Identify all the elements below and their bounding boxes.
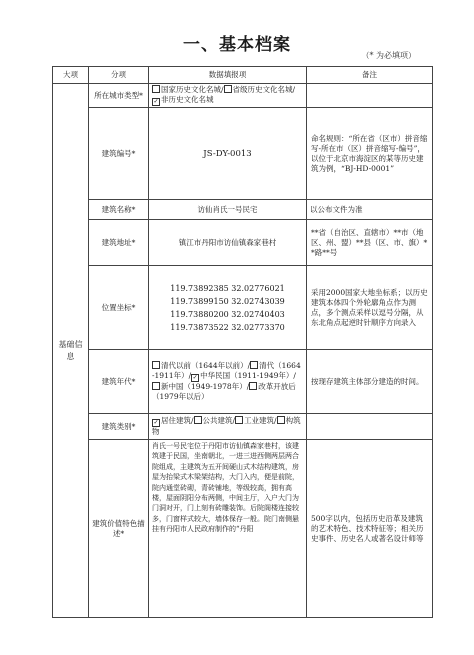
checkbox-option[interactable] [191,371,296,380]
note-city-type [307,84,433,108]
field-era: 建筑年代* [89,350,149,414]
checkbox-icon [152,85,160,93]
field-address: 建筑地址* [89,220,149,266]
value-coordinates [149,266,307,350]
row-era [53,350,433,414]
header-note: 备注 [307,67,433,84]
row-address [53,220,433,266]
checkbox-option[interactable] [152,361,250,370]
option-label: 非历史文化名城 [161,95,214,104]
option-label: 居住建筑/ [161,416,194,425]
checkbox-icon [249,382,257,390]
checkbox-option[interactable] [152,95,214,104]
row-coordinates [53,266,433,350]
row-building-type [53,414,433,440]
header-field: 分项 [89,67,149,84]
note-address: **省（自治区、直辖市）**市（地区、州、盟）**县（区、市、旗）**路**号 [307,220,433,266]
option-label: 清代以前（1644年以前）/ [161,361,251,370]
value-building-code: JS-DY-0013 [149,108,307,200]
field-coordinates: 位置坐标* [89,266,149,350]
field-building-name: 建筑名称* [89,200,149,220]
checkbox-icon [152,382,160,390]
note-building-type [307,414,433,440]
field-building-code: 建筑编号* [89,108,149,200]
value-address: 镇江市丹阳市访仙镇森家巷村 [149,220,307,266]
field-city-type: 所在城市类型* [89,84,149,108]
checkbox-icon [152,361,160,369]
options-era [149,350,307,414]
checkbox-option[interactable] [152,382,249,391]
checked-checkbox-icon: ✓ [153,419,159,426]
value-building-name: 访仙肖氏一号民宅 [149,200,307,220]
checkbox-icon [224,85,232,93]
category-label: 基础信息 [58,339,83,361]
option-label: 国家历史文化名城/ [161,85,224,94]
option-label: 工业建筑/ [244,416,277,425]
option-label: 新中国（1949-1978年）/ [161,382,250,391]
checkbox-icon [194,416,202,424]
row-building-name [53,200,433,220]
row-value-description [53,440,433,618]
coordinate-point: 119.73873522 32.02773370 [170,322,285,332]
checkbox-option[interactable] [235,416,277,425]
coordinate-point: 119.73880200 32.02740403 [170,309,285,319]
row-building-code [53,108,433,200]
note-value-description: 500字以内，包括历史沿革及建筑的艺术特色、技术特征等；相关历史事件、历史名人或著名设计师等 [307,440,433,618]
note-building-name: 以公布文件为准 [307,200,433,220]
checkbox-icon [250,361,258,369]
checked-checkbox-icon: ✓ [192,374,198,381]
required-note: （* 为必填项） [361,51,416,60]
options-city-type [149,84,307,108]
coordinate-point: 119.73892385 32.02776021 [170,283,285,293]
note-era: 按现存建筑主体部分建造的时间。 [307,350,433,414]
option-label: 中华民国（1911-1949年）/ [200,371,296,380]
field-building-type: 建筑类别* [89,414,149,440]
option-label: 清代（1664-1911年）/ [152,361,301,380]
option-label: 改革开放后（1979年以后） [152,382,296,401]
checkbox-icon [235,416,243,424]
header-category: 大项 [53,67,89,84]
checkbox-icon [277,416,285,424]
row-city-type [53,84,433,108]
coordinate-point: 119.73899150 32.02743039 [170,296,285,306]
checkbox-option[interactable] [194,416,236,425]
note-building-code: 命名规则：“所在省（区市）拼音缩写-所在市（区）拼音缩写-编号”，以位于北京市海淀区的某等历史建筑为例，“BJ-HD-0001” [307,108,433,200]
option-label: 公共建筑/ [202,416,236,425]
note-coordinates: 采用2000国家大地坐标系；以历史建筑本体四个外轮廓角点作为测点，多个测点采样以逗号分隔，从东北角点起逆时针顺序方向录入 [307,266,433,350]
option-label: 省级历史文化名城/ [232,85,296,94]
page-title: 一、基本档案 [183,35,291,55]
category-cell [53,84,89,618]
header-value: 数据填报项 [149,67,307,84]
checked-checkbox-icon: ✓ [153,98,159,105]
option-label: 构筑物 [152,416,301,436]
field-value-description: 建筑价值特色描述* [89,440,149,618]
checkbox-option[interactable] [152,85,224,94]
header-row [53,67,433,84]
value-value-description: 肖氏一号民宅位于丹阳市访仙镇森家巷村，该建筑建于民国，坐南朝北，一进三进西侧两层两合院组成，主建筑为五开间硬山式木结构建筑，房屋为抬梁式木梁架结构，大门入内，便是前院，院内通堂砖砌，青砖铺地，等级较高，拥有高楼，屋面阴阳分布两侧，中间主厅，入户大门为门洞对开，门上刻有砖雕装饰。后院阁楼连接较多，门窗样式较大，墙体保存一般。院门南侧悬挂有丹阳市人民政府制作的“丹阳 [149,440,307,618]
checkbox-option[interactable] [224,85,296,94]
basic-info-table [52,66,433,618]
checkbox-option[interactable] [152,416,194,425]
options-building-type [149,414,307,440]
